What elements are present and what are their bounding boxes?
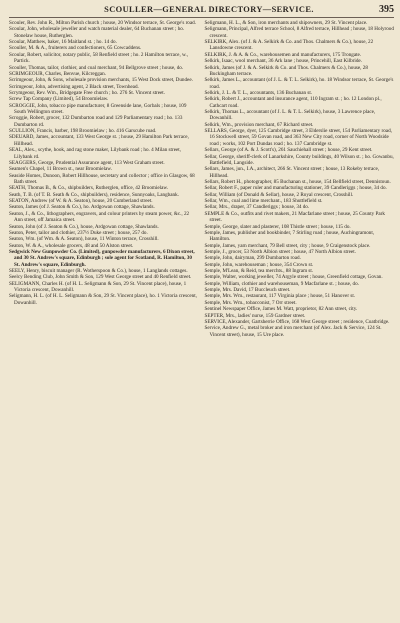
directory-entry: Selkirk, Thomas L., accountant (of J. L. & T. L. Selkirk), house, 3 Lawrence place, Dowanhill. xyxy=(204,109,376,122)
directory-entry: Scoular, John, wholesale jeweller and watch material dealer, 64 Buchanan street ; ho. Stonelaw house, Rutherglen. xyxy=(9,26,185,39)
directory-entry: SEPTER, Mrs., ladies' nurse, 159 Gardner street. xyxy=(204,312,306,319)
directory-entry: Semple, Mrs. Wm., tobacconist, 7 Orr street. xyxy=(204,299,297,306)
directory-columns xyxy=(9,20,394,338)
directory-entry: SCULLION, Francis, barber, 198 Broomielaw ; ho. 416 Garscube road. xyxy=(9,128,157,135)
directory-entry: Semple, Mrs. David, 17 Buccleuch street. xyxy=(204,287,291,294)
directory-entry: Sellar, Wm., coal and lime merchant., 183 Shuttlefield st. xyxy=(204,198,323,205)
directory-entry: Selkirk, Isaac, wool merchant, 36 Ark lane ; house, Princehill, East Kilbride. xyxy=(204,58,362,65)
directory-entry: Seaton, J., & Co., lithographers, engravers, and colour printers by steam power, &c., 22 Ann street, off Jamaica street. xyxy=(9,210,190,224)
directory-entry: SEMPLE & Co., outfits and rivet makers, 21 Macfarlane street ; house, 25 County Park street. xyxy=(204,210,385,224)
directory-entry: Scroggie, Robert, grocer, 132 Dumbarton road and 129 Parliamentary road ; ho. 133 Dumbarton rd. xyxy=(9,115,183,128)
directory-entry: SCRIMGEOUR, Charles, Benvue, Kilcreggan. xyxy=(9,70,106,77)
directory-entry: Sellars, James, jun., I.A., architect, 266 St. Vincent street ; house, 13 Rokeby terrace, Hillhead. xyxy=(204,166,380,179)
directory-entry: Semple, Walter, working jeweller, 74 Argyle street ; house, Greenfield cottage, Govan. xyxy=(204,274,383,281)
directory-entry: Semple, John, dairyman, 299 Dumbarton road. xyxy=(204,255,301,262)
directory-entry: Seaton, John (of J. Seaton & Co.), house, Ardgowan cottage, Shawlands. xyxy=(9,223,159,230)
directory-entry: Seligmann, H. L. (of H. L. Seligmann & Son, 29 St. Vincent place), ho. 1 Victoria crescent, Dowanhill. xyxy=(9,293,197,306)
directory-entry: Seamen's Chapel, 11 Brown st., near Broomielaw. xyxy=(9,166,112,173)
directory-entry: Scouller, M. & A., fruiterers and confectioners, 65 Cowcaddens. xyxy=(9,45,142,52)
directory-entry: Semple, James, publisher and bookbinder, 7 Stirling road ; house, Auchingramont, Hamilton. xyxy=(204,229,375,243)
directory-entry: Seelcy Bending Club, John Smith & Son, 129 West George street and 40 Renfield street. xyxy=(9,274,192,281)
directory-entry: Seligmann, H. L., & Son, iron merchants and shipowners, 29 St. Vincent place. xyxy=(204,20,368,26)
directory-entry: Sellars, George (of A. & J. Scott's), 261 Sauchiehall street ; house, 29 Kent street. xyxy=(204,147,373,154)
directory-entry: Scouler, Rev. John R., Milton Parish church ; house, 20 Windsor terrace, St. George's road. xyxy=(9,20,197,26)
directory-entry: Seaton, W. & A., wholesale grocers, 48 and 50 Alston street. xyxy=(9,242,134,249)
directory-entry: Semple, M'Lean, & Reid, tea merchts., 88 Ingram st. xyxy=(204,268,314,275)
page-header xyxy=(9,4,394,18)
directory-entry: SDEUARD, James, accountant, 133 West George st. ; house, 29 Hamilton Park terrace, Hillhead. xyxy=(9,134,189,147)
directory-entry: Seaside Homes, Dunoon, Robert Hillhouse, secretary and collector ; office in Glasgow, 68 Bath street. xyxy=(9,172,195,185)
directory-entry: Sellar, William (of Donald & Sellar), house, 2 Royal crescent, Crosshill. xyxy=(204,191,354,198)
directory-entry: Semple, Mrs. Wm., restaurant, 117 Virginia place ; house, 51 Hanover st. xyxy=(204,293,356,300)
directory-entry: Sedgwick New Gunpowder Co. (Limited), gunpowder manufacturers, 6 Dixon street, and 30 St. Andrew's square, Edinburgh ; sole agent for Scotland, R. Hamilton, 30 St. Andrew's square, Edinburgh. xyxy=(9,248,195,268)
directory-entry: Sentinel Newspaper Office, James M. Watt, proprietor, 82 Ann street, city. xyxy=(204,306,358,313)
directory-entry: Semple, George, slater and plasterer, 108 Thistle street ; house, 115 do. xyxy=(204,223,351,230)
directory-entry: Sellar, Robert F., paper ruler and manufacturing stationer, 39 Candleriggs ; house, 34 do. xyxy=(204,185,387,192)
directory-entry: Seaton, Wm. (of Wm. & A. Seaton), house, 11 Winton terrace, Crosshill. xyxy=(9,236,159,243)
directory-entry: SEAGGERS, George, Prudential Assurance agent, 113 West Graham street. xyxy=(9,159,165,166)
right-column xyxy=(205,20,395,338)
directory-entry: Screw Tap Company (Limited), 54 Broomielaw. xyxy=(9,96,109,103)
page-title: SCOULLER—GENERAL DIRECTORY—SERVICE. xyxy=(104,5,314,14)
directory-entry: SELIGMANN, Charles H. (of H. L. Seligmann & Son, 29 St. Vincent place), house, 1 Victoria crescent, Dowanhill. xyxy=(9,280,187,294)
directory-entry: Sellar, Mrs., draper, 37 Candleriggs ; house, 34 do. xyxy=(204,204,310,211)
directory-entry: SEELY, Henry, biscuit manager (R. Wotherspoon & Co.), house, 1 Langlands cottages. xyxy=(9,268,188,275)
directory-entry: Selkirk, J. L. & T. L., accountants, 136 Buchanan st. xyxy=(204,89,313,96)
directory-entry: SEATH, Thomas B., & Co., shipbuilders, Rutherglen, office, 42 Broomielaw. xyxy=(9,185,169,192)
directory-entry: Sellars, Robert H., photographer, 85 Buchanan st., house, 154 Bellfield street, Dennistoun. xyxy=(204,178,391,185)
directory-entry: Selkirk, James L., accountant (of J. L. & T. L. Selkirk), ho. 18 Windsor terrace, St. George's road. xyxy=(204,77,394,90)
directory-entry: Semple, John, warehouseman ; house, 354 Crown st. xyxy=(204,261,314,268)
directory-entry: Seligmann, Principal, Alfred terrace School, 8 Alfred terrace, Hillhead ; house, 18 Holyrood crescent. xyxy=(204,26,394,39)
directory-entry: Scrimgeour, John, advertising agent, 2 Black street, Townhead. xyxy=(9,83,139,90)
directory-entry: Sellar, George, sheriff-clerk of Lanarkshire, County buildings, 40 Wilson st. ; ho. Gowanbu, Battlefield, Langside. xyxy=(204,153,394,166)
directory-entry: Scrimgeour, John, & Sons, wholesale provision merchants, 15 West Dock street, Dundee. xyxy=(9,77,193,84)
directory-entry: SERVICE, Alexander, Gartsherrie Office, 168 West George street ; residence, Coatbridge. xyxy=(204,318,390,325)
directory-entry: Semple, William, clothier and warehouseman, 9 Macfarlane st. ; house, do. xyxy=(204,280,359,287)
directory-entry: Seath, T. B. (of T. B. Seath & Co., shipbuilders), residence, Sunnyoaks, Langbank. xyxy=(9,191,179,198)
directory-entry: Selkirk, Robert J., accountant and insurance agent, 110 Ingram st. ; ho. 12 London pl., Cathcart road. xyxy=(204,96,382,109)
directory-entry: SELLARS, George, dyer, 125 Cambridge street, 3 Elderslie street, 154 Parliamentary road, 16 Stockwell street, 59 Govan road, and 363 New City road, corner of North Woodside road ; works, 102 Port Dundas road ; ho. 137 Cambridge st. xyxy=(204,128,392,147)
directory-entry: Selkirk, Wm., provision merchant, 67 Richard street. xyxy=(204,121,314,128)
directory-entry: SELKIRK, J. & A. & Co., warehousemen and manufacturers, 175 Trongate. xyxy=(204,51,362,58)
directory-entry: Scouller, Thomas, tailor, clothier, and coal merchant, 94 Bellgrove street ; house, do. xyxy=(9,64,184,71)
directory-entry: SELKIRK, Alex. (of J. & A. Selkirk & Co. and Thos. Chalmers & Co.), house, 22 Lansdowne crescent. xyxy=(204,39,374,52)
directory-entry: Selkirk, James (of J. & A. Selkirk & Co. and Thos. Chalmers & Co.), house, 28 Buckingham terrace. xyxy=(204,64,368,77)
directory-entry: SEATON, Andrew (of W. & A. Seaton), house, 20 Cumberland street. xyxy=(9,198,153,205)
directory-entry: Scoular, Robert, solicitor, notary public, 58 Renfield street ; ho. 2 Hamilton terrace, w., Partick. xyxy=(9,51,188,65)
page-number: 395 xyxy=(379,4,394,15)
directory-entry: SEAL, Alex., scythe, hook, and rag stone maker, Lilybank road ; ho. 4 Milan street, Lilybank rd. xyxy=(9,147,181,160)
directory-entry: Seaton, Peter, tailor and clothier, 237½ Duke street ; house, 257 do. xyxy=(9,229,148,236)
directory-entry: Service, Andrew G., metal broker and iron merchant (of Alex. Jack & Service, 124 St. Vincent street), house, 15 Ure place. xyxy=(204,325,382,338)
directory-entry: Semple, James, yarn merchant, 79 Bell street, city ; house, 9 Craigenstock place. xyxy=(204,242,371,249)
left-column xyxy=(9,20,199,338)
directory-entry: Scrymgeour, Rev. Wm., Bridgegate Free church ; ho. 276 St. Vincent street. xyxy=(9,89,165,96)
directory-entry: Seaton, James (of J. Seaton & Co.), ho. Ardgowan cottage, Shawlands. xyxy=(9,204,155,211)
directory-entry: SCROGGIE, John, tobacco pipe manufacturer, 8 Greenside lane, Gorbals ; house, 109 South Wellington street. xyxy=(9,102,187,116)
directory-entry: Semple, J., grocer, 53 North Albion street ; house, 47 North Albion street. xyxy=(204,248,356,255)
directory-entry: Scoular, Matthew, baker, 16 Maitland st. ; ho. 14 do. xyxy=(9,39,117,46)
